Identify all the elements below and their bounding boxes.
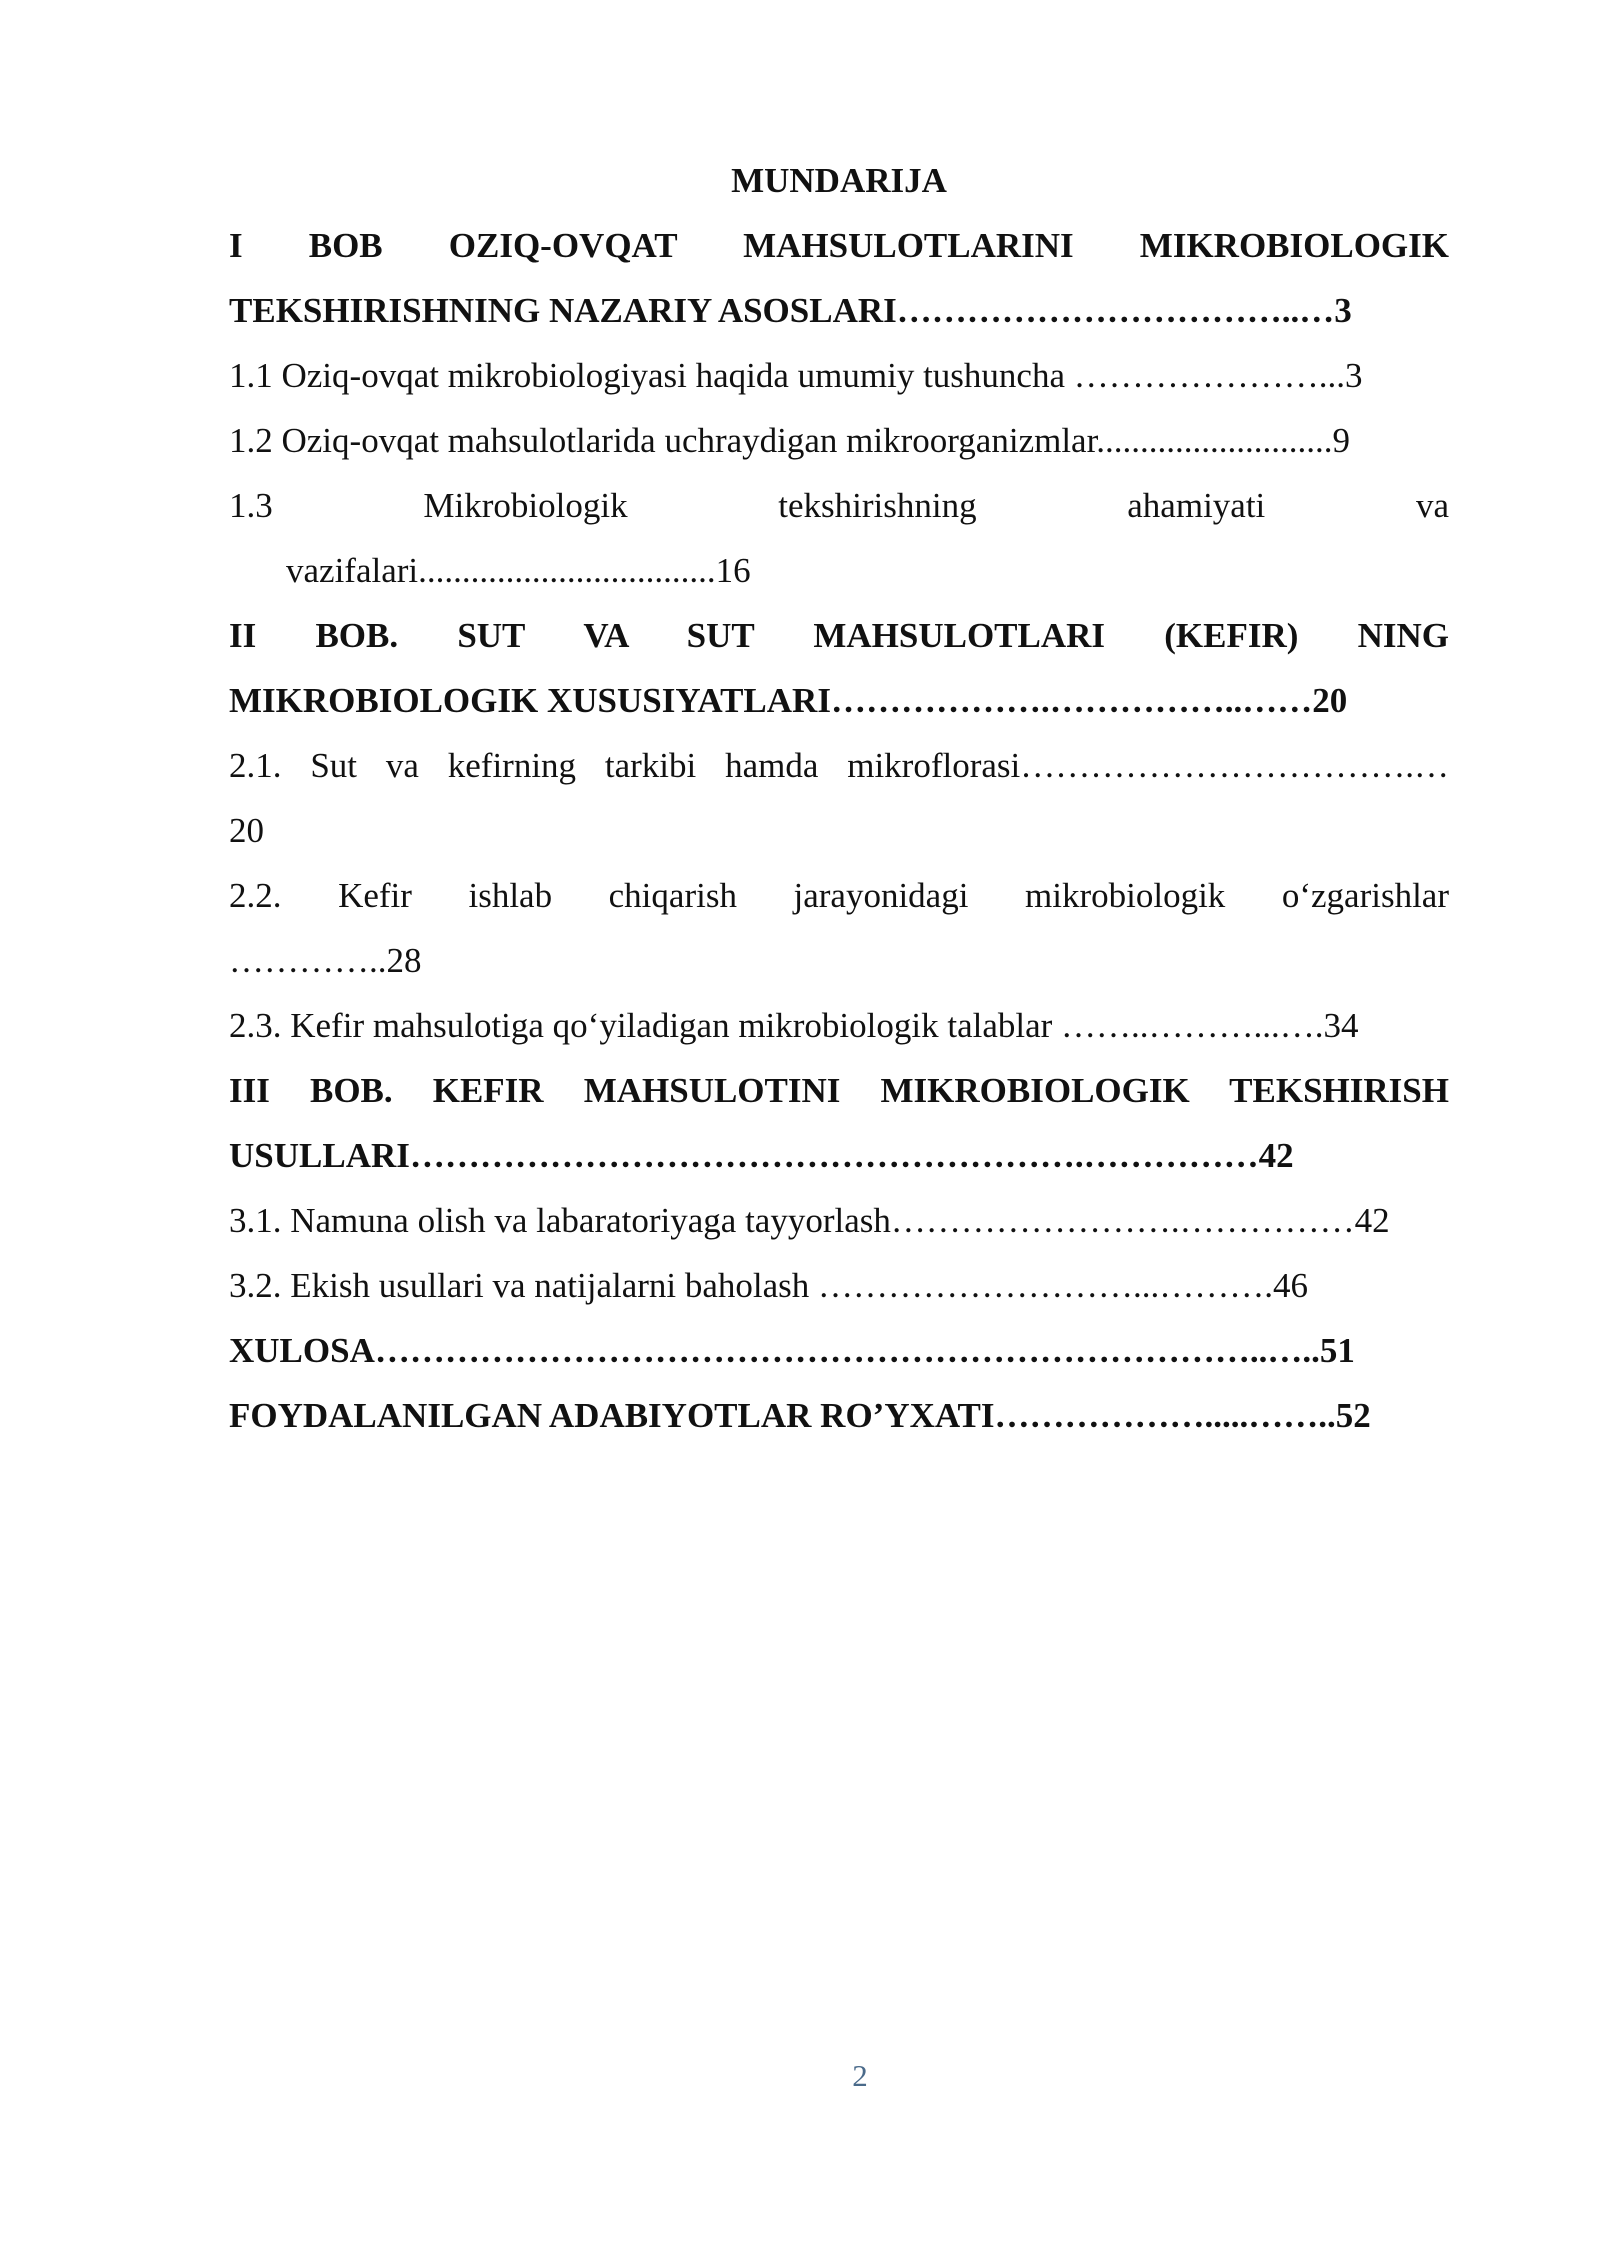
references-entry: FOYDALANILGAN ADABIYOTLAR RO’YXATI……………….....……..52	[229, 1396, 1371, 1435]
section-2-2-entry-line-1: 2.2. Kefir ishlab chiqarish jarayonidagi mikrobiologik o‘zgarishlar	[229, 876, 1449, 915]
section-1-2-entry: 1.2 Oziq-ovqat mahsulotlarida uchraydigan mikroorganizmlar...........................9	[229, 421, 1351, 460]
section-2-1-entry-line-2: 20	[229, 811, 264, 850]
chapter-1-title-line-2: TEKSHIRISHNING NAZARIY ASOSLARI……………………………..…3	[229, 291, 1352, 330]
chapter-2-title-line-1: II BOB. SUT VA SUT MAHSULOTLARI (KEFIR) NING	[229, 616, 1449, 655]
section-1-3-entry-line-1: 1.3 Mikrobiologik tekshirishning ahamiyati va	[229, 486, 1449, 525]
section-1-1-entry: 1.1 Oziq-ovqat mikrobiologiyasi haqida umumiy tushuncha …………………...3	[229, 356, 1363, 395]
section-1-3-entry-line-2: vazifalari..................................16	[286, 551, 751, 590]
conclusion-entry: XULOSA…………………………………………………………………..…..51	[229, 1331, 1355, 1370]
page-number: 2	[852, 2058, 868, 2093]
toc-title: MUNDARIJA	[731, 161, 947, 200]
section-2-3-entry: 2.3. Kefir mahsulotiga qo‘yiladigan mikrobiologik talablar ……..………...….34	[229, 1006, 1359, 1045]
section-2-1-entry-line-1: 2.1. Sut va kefirning tarkibi hamda mikroflorasi…………………………….…	[229, 746, 1449, 785]
table-of-contents	[229, 148, 1449, 1448]
chapter-2-title-line-2: MIKROBIOLOGIK XUSUSIYATLARI……………….……………..……20	[229, 681, 1348, 720]
chapter-3-title-line-1: III BOB. KEFIR MAHSULOTINI MIKROBIOLOGIK TEKSHIRISH	[229, 1071, 1449, 1110]
chapter-3-title-line-2: USULLARI………………………………………………….……………42	[229, 1136, 1294, 1175]
section-2-2-entry-line-2: …………..28	[229, 941, 422, 980]
section-3-2-entry: 3.2. Ekish usullari va natijalarni baholash ………………………...……….46	[229, 1266, 1309, 1305]
section-3-1-entry: 3.1. Namuna olish va labaratoriyaga tayyorlash…………………….……………42	[229, 1201, 1390, 1240]
chapter-1-title-line-1: I BOB OZIQ-OVQAT MAHSULOTLARINI MIKROBIOLOGIK	[229, 226, 1449, 265]
